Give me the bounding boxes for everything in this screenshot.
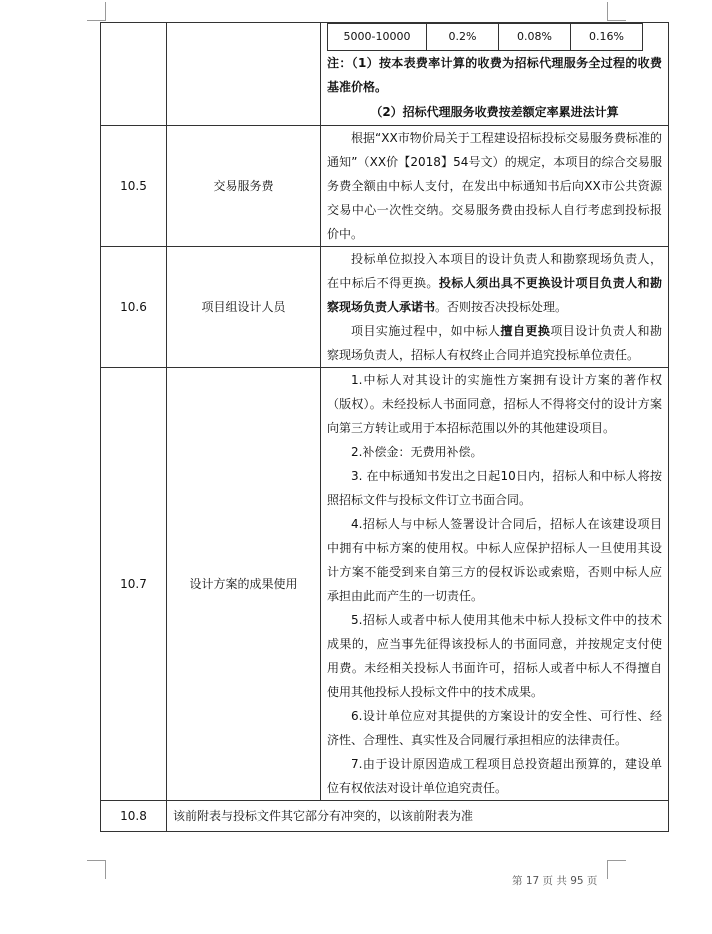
paragraph-text: 3. 在中标通知书发出之日起10日内，招标人和中标人将按照招标文件与投标文件订立书面合同。: [327, 469, 662, 507]
corner-mark-top-left: [87, 2, 106, 21]
paragraph-text: 。否则按否决投标处理。: [435, 300, 568, 314]
table-row: [101, 126, 669, 247]
row-title: 设计方案的成果使用: [167, 368, 321, 801]
paragraph-text: 项目实施过程中，如中标人: [351, 324, 501, 338]
table-row-10-8: [101, 801, 669, 832]
row-number: 10.6: [101, 247, 167, 368]
bidding-front-table: [100, 22, 669, 832]
content-paragraph: [327, 464, 662, 512]
paragraph-text: 4.招标人与中标人签署设计合同后，招标人在该建设项目中拥有中标方案的使用权。中标人应保护招标人一旦使用其设计方案不能受到来自第三方的侵权诉讼或索赔，否则中标人应承担由此而产生的一切责任。: [327, 517, 662, 603]
table-row-fee-notes: [101, 23, 669, 126]
bold-text: 投标人须出具不更换设计项目负责人和勘察现场负责人承诺书: [327, 276, 662, 314]
paragraph-text: 7.由于设计原因造成工程项目总投资超出预算的，建设单位有权依法对设计单位追究责任。: [327, 757, 662, 795]
content-paragraph: [327, 704, 662, 752]
fee-rate-table: [327, 23, 643, 51]
paragraph-text: 1.中标人对其设计的实施性方案拥有设计方案的著作权（版权）。未经投标人书面同意，招标人不得将交付的设计方案向第三方转让或用于本招标范围以外的其他建设项目。: [327, 373, 662, 435]
row-number: 10.7: [101, 368, 167, 801]
bold-text: 擅自更换: [500, 324, 551, 338]
corner-mark-bottom-right: [607, 860, 626, 879]
content-paragraph: [327, 608, 662, 704]
corner-mark-top-right: [607, 2, 626, 21]
fee-note-2: （2）招标代理服务收费按差额定率累进法计算: [370, 105, 619, 119]
table-row: [101, 368, 669, 801]
row-number: 10.8: [101, 801, 167, 832]
row-content: [321, 247, 669, 368]
fee-range-cell: 5000-10000: [328, 24, 427, 51]
content-paragraph: [327, 752, 662, 800]
table-row: [101, 247, 669, 368]
fee-note-1: 注：（1）按本表费率计算的收费为招标代理服务全过程的收费基准价格。: [327, 56, 662, 94]
row-content: [321, 126, 669, 247]
content-paragraph: [327, 368, 662, 440]
content-paragraph: [327, 126, 662, 246]
paragraph-text: 根据“XX市物价局关于工程建设招标投标交易服务费标准的通知”（XX价【2018】54号文）的规定，本项目的综合交易服务费全额由中标人支付，在发出中标通知书后向XX市公共资源交易中心一次性交纳。交易服务费由投标人自行考虑到投标报价中。: [327, 131, 662, 241]
content-paragraph: [327, 319, 662, 367]
row-content: [321, 368, 669, 801]
fee-rate-row: [328, 24, 643, 51]
paragraph-text: 2.补偿金：无费用补偿。: [351, 445, 483, 459]
paragraph-text: 投标单位拟投入本项目的设计负责人和勘察现场负责人，在中标后不得更换。: [327, 252, 662, 290]
row-title: 交易服务费: [167, 126, 321, 247]
page-number-footer: 第 17 页 共 95 页: [512, 875, 598, 887]
paragraph-text: 5.招标人或者中标人使用其他未中标人投标文件中的技术成果的，应当事先征得该投标人的书面同意，并按规定支付使用费。未经相关投标人书面许可，招标人或者中标人不得擅自使用其他投标人投标文件中的技术成果。: [327, 613, 662, 699]
content-paragraph: [327, 440, 662, 464]
row-number: 10.5: [101, 126, 167, 247]
corner-mark-bottom-left: [87, 860, 106, 879]
fee-rate-cell: 0.2%: [427, 24, 499, 51]
row-content: 该前附表与投标文件其它部分有冲突的，以该前附表为准: [167, 801, 669, 832]
fee-rate-cell: 0.08%: [499, 24, 571, 51]
paragraph-text: 6.设计单位应对其提供的方案设计的安全性、可行性、经济性、合理性、真实性及合同履行承担相应的法律责任。: [327, 709, 662, 747]
row-title: 项目组设计人员: [167, 247, 321, 368]
content-paragraph: [327, 247, 662, 319]
fee-rate-cell: 0.16%: [571, 24, 643, 51]
paragraph-text: 项目设计负责人和勘察现场负责人，招标人有权终止合同并追究投标单位责任。: [327, 324, 662, 362]
content-paragraph: [327, 512, 662, 608]
